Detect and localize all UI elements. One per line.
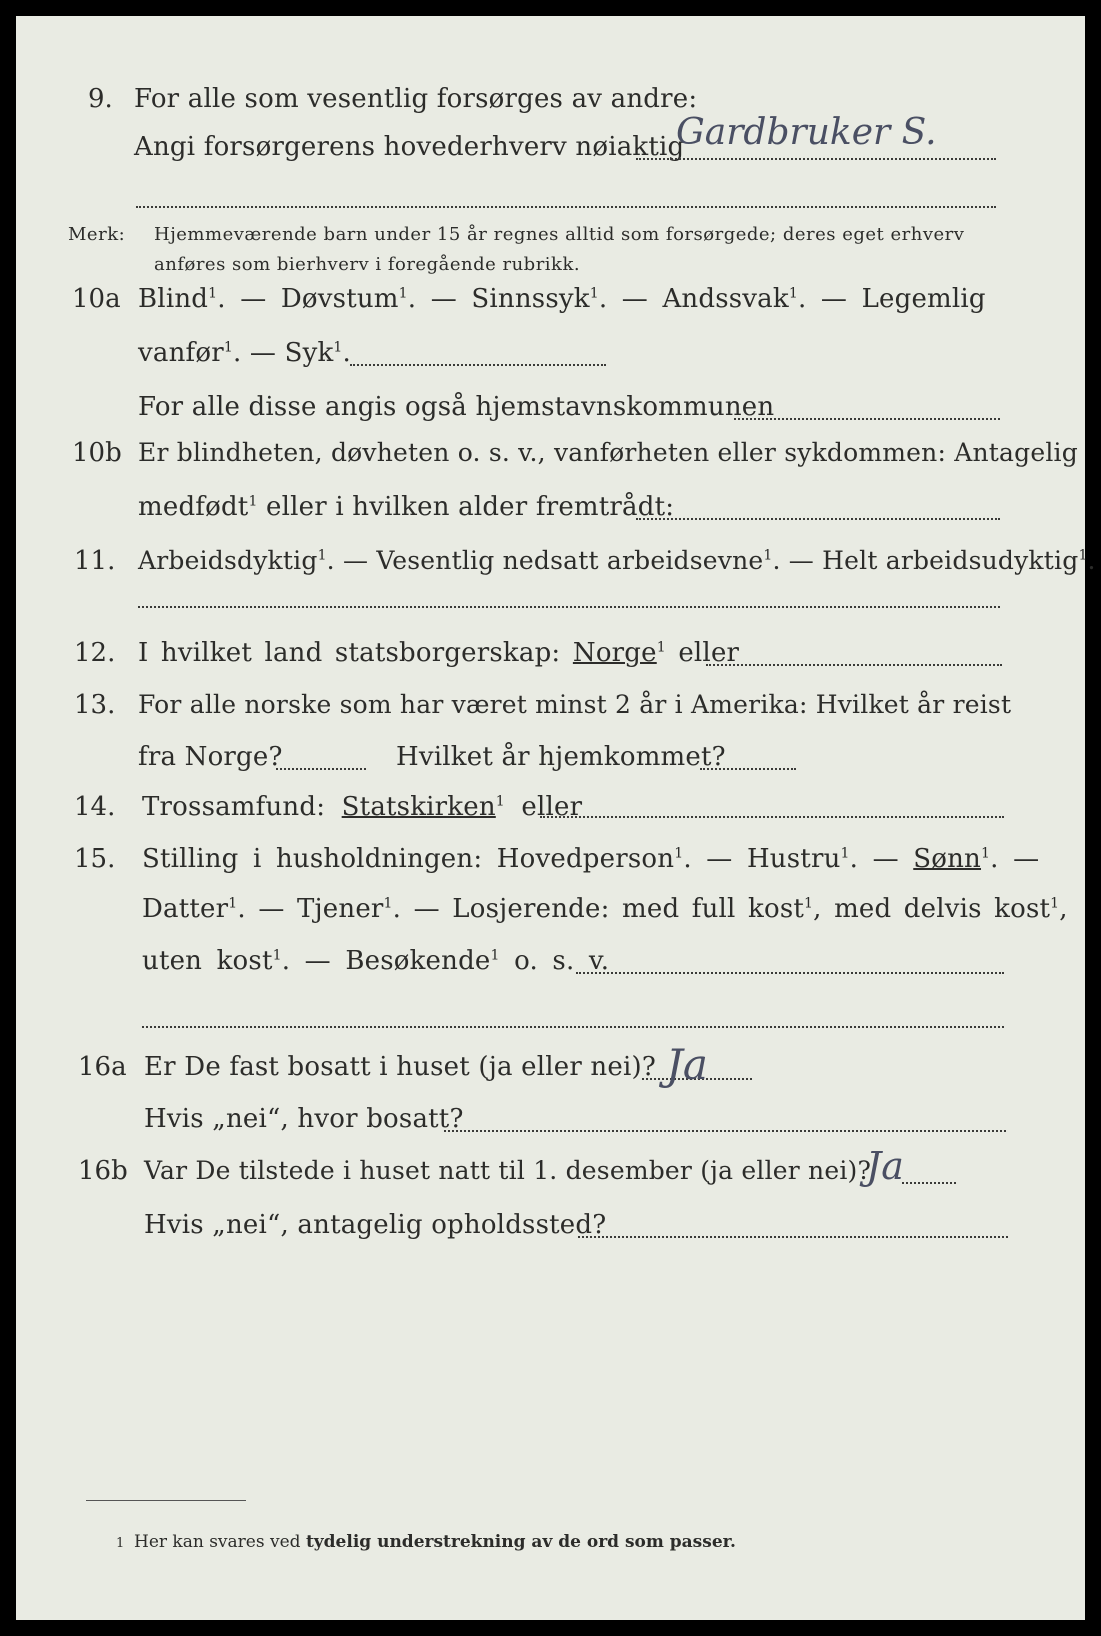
q15-line1: Stilling i husholdningen: Hovedperson$^1$. — Hustru$^1$. — Sønn$^1$. — [142,844,1040,874]
q16b-answer-line [902,1182,956,1184]
q14-number: 14. [74,792,116,822]
q15-extra-line [142,1026,1004,1028]
q10a-line2: vanfør$^1$. — Syk$^1$. [138,338,351,368]
q13-hjem: Hvilket år hjemkommet? [396,742,726,772]
footnote-text: Her kan svares ved tydelig understrekning av de ord som passer. [134,1532,736,1552]
q12-number: 12. [74,638,116,668]
q9-number: 9. [88,84,113,114]
q16b-opholdssted-line [578,1236,1008,1238]
q16a-handwritten-answer: Ja [666,1040,708,1089]
q13-line1: For alle norske som har været minst 2 år i Amerika: Hvilket år reist [138,690,1012,719]
q10b-answer-line [636,518,1000,520]
q10b-line1: Er blindheten, døvheten o. s. v., vanførheten eller sykdommen: Antagelig [138,438,1078,467]
merk-line1: Hjemmeværende barn under 15 år regnes alltid som forsørgede; deres eget erhverv [154,224,965,245]
q9-extra-line [136,206,996,208]
footnote-bold: tydelig understrekning av de ord som passer. [305,1532,736,1552]
q11-answer-line [138,606,1000,608]
q16b-line2: Hvis „nei“, antagelig opholdssted? [144,1210,607,1240]
q9-line1: For alle som vesentlig forsørges av andre: [134,84,698,114]
q15-line2: Datter$^1$. — Tjener$^1$. — Losjerende: med full kost$^1$, med delvis kost$^1$, [142,894,1068,924]
q9-handwritten-answer: Gardbruker S. [676,112,937,153]
q10b-line2: medfødt$^1$ eller i hvilken alder fremtrådt: [138,492,675,522]
q16a-line1: Er De fast bosatt i huset (ja eller nei)? [144,1052,656,1082]
merk-label: Merk: [68,224,126,245]
q13-hjem-line [700,768,796,770]
q16b-number: 16b [78,1156,128,1186]
q10a-number: 10a [72,284,121,314]
q16b-handwritten-answer: Ja [866,1144,904,1188]
q10b-number: 10b [72,438,122,468]
option-dovstum: Døvstum [280,284,399,314]
q10a-line1: Blind$^1$. — Døvstum$^1$. — Sinnssyk$^1$. — Andssvak$^1$. — Legemlig [138,284,986,314]
option-legemlig: Legemlig [861,284,986,314]
q14-line: Trossamfund: Statskirken$^1$ eller [142,792,583,822]
q16b-line1: Var De tilstede i huset natt til 1. desember (ja eller nei)? [144,1156,872,1185]
option-syk: Syk [284,338,334,368]
q15-answer-line [576,972,1004,974]
q9-answer-line [636,158,996,160]
q12-answer-line [706,664,1002,666]
merk-line2: anføres som bierhverv i foregående rubrikk. [154,254,581,275]
option-sonn-underlined: Sønn [913,844,982,874]
option-vanfor: vanfør [138,338,224,368]
q14-answer-line [540,816,1004,818]
q13-fra: fra Norge? [138,742,283,772]
q15-line3: uten kost$^1$. — Besøkende$^1$ o. s. v. [142,946,610,976]
q10a-hjemstavn-line [734,418,1000,420]
option-statskirken-underlined: Statskirken [341,792,496,822]
footnote-mark: 1 [116,1536,125,1551]
q10a-syk-line [350,364,606,366]
option-andssvak: Andssvak [662,284,789,314]
q16a-bosatt-line [444,1130,1006,1132]
q10a-line3: For alle disse angis også hjemstavnskommunen [138,392,775,422]
footnote-rule [86,1500,246,1501]
q11-line1: Arbeidsdyktig$^1$. — Vesentlig nedsatt arbeidsevne$^1$. — Helt arbeidsudyktig$^1$. [138,546,1096,575]
q16a-line2: Hvis „nei“, hvor bosatt? [144,1104,464,1134]
q13-number: 13. [74,690,116,720]
option-blind: Blind [138,284,209,314]
q9-line2: Angi forsørgerens hovederhverv nøiaktig [134,132,685,162]
option-sinnssyk: Sinnssyk [471,284,590,314]
census-form-page [16,16,1096,1620]
q12-line: I hvilket land statsborgerskap: Norge$^1$ eller [138,638,740,668]
option-norge-underlined: Norge [572,638,657,668]
q11-number: 11. [74,546,116,576]
q15-number: 15. [74,844,116,874]
q16a-number: 16a [78,1052,127,1082]
q13-fra-line [276,768,366,770]
